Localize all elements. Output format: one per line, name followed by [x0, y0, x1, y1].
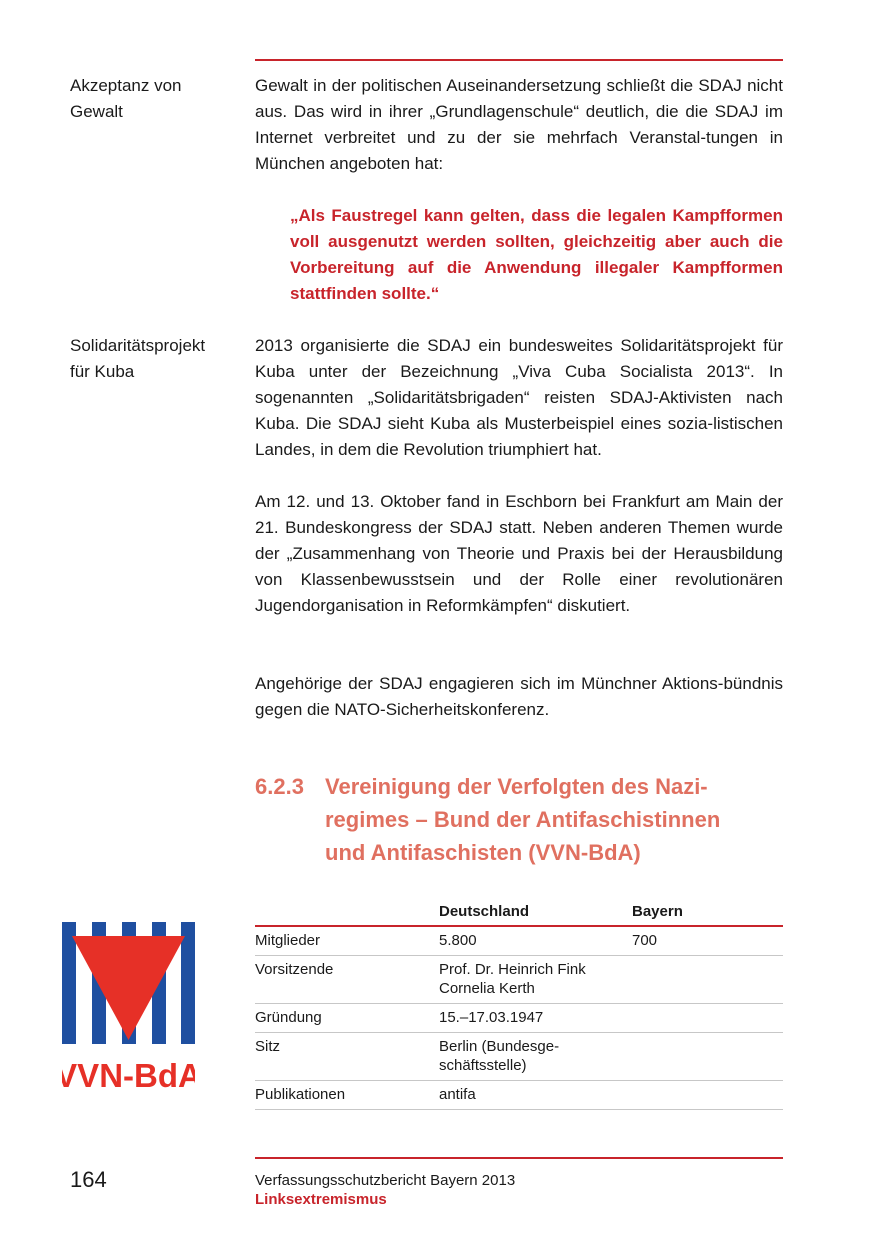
table-row	[255, 1081, 783, 1110]
table-cell	[632, 1033, 783, 1081]
table-cell: Publikationen	[255, 1081, 439, 1110]
logo-text: VVN-BdA	[62, 1057, 195, 1094]
table-cell: Vorsitzende	[255, 956, 439, 1004]
footer-rule	[255, 1157, 783, 1159]
heading-number: 6.2.3	[255, 774, 304, 799]
table-cell	[632, 1004, 783, 1033]
table-row	[255, 956, 783, 1004]
paragraph-bundeskongress: Am 12. und 13. Oktober fand in Eschborn bei Frankfurt am Main der 21. Bundeskongress der SDAJ statt. Neben anderen Themen wurde der „Zusammenhang von Theorie und Praxis bei der Herausbildung von Klassenbewusstsein und der Rolle einer revolutionären Jugendorganisation in Reformkämpfen“ diskutiert.	[255, 492, 783, 615]
table-header: Deutschland	[439, 900, 632, 926]
table-header	[255, 900, 439, 926]
table-row	[255, 926, 783, 956]
table-cell: Gründung	[255, 1004, 439, 1033]
paragraph-kuba: 2013 organisierte die SDAJ ein bundesweites Solidaritätsprojekt für Kuba unter der Bezeichnung „Viva Cuba Socialista 2013“. In sogenannten „Solidaritätsbrigaden“ reisten SDAJ-Aktivisten nach Kuba. Die SDAJ sieht Kuba als Musterbeispiel eines sozia-listischen Landes, in dem die Revolution triumphiert hat.	[255, 336, 783, 459]
table-cell: 5.800	[439, 926, 632, 956]
table-cell: 700	[632, 926, 783, 956]
info-table	[255, 900, 783, 1110]
table-row	[255, 1004, 783, 1033]
table-cell: Sitz	[255, 1033, 439, 1081]
table-cell: antifa	[439, 1081, 632, 1110]
table-header-row	[255, 900, 783, 926]
quote-faustregel: „Als Faustregel kann gelten, dass die legalen Kampfformen voll ausgenutzt werden sollten, gleichzeitig aber auch die Vorbereitung auf die Anwendung illegaler Kampfformen stattfinden sollte.“	[290, 206, 783, 303]
paragraph-gewalt: Gewalt in der politischen Auseinandersetzung schließt die SDAJ nicht aus. Das wird in ihrer „Grundlagenschule“ deutlich, die die SDAJ im Internet verbreitet und zu der sie mehrfach Veranstal-tungen in München angeboten hat:	[255, 76, 783, 173]
table-cell: Berlin (Bundesge- schäftsstelle)	[439, 1033, 632, 1081]
table-cell: Mitglieder	[255, 926, 439, 956]
table-cell: Prof. Dr. Heinrich Fink Cornelia Kerth	[439, 956, 632, 1004]
footer-title: Verfassungsschutzbericht Bayern 2013	[255, 1172, 516, 1189]
table-row	[255, 1033, 783, 1081]
table-header: Bayern	[632, 900, 783, 926]
side-label-gewalt: Akzeptanz von Gewalt	[70, 76, 182, 121]
top-rule	[255, 59, 783, 61]
side-label-kuba: Solidaritätsprojekt für Kuba	[70, 336, 206, 381]
table-cell: 15.–17.03.1947	[439, 1004, 632, 1033]
page-number: 164	[70, 1167, 107, 1192]
vvn-bda-logo	[62, 922, 195, 1097]
paragraph-nato: Angehörige der SDAJ engagieren sich im Münchner Aktions-bündnis gegen die NATO-Sicherheitskonferenz.	[255, 674, 783, 719]
table-cell	[632, 956, 783, 1004]
heading-title: Vereinigung der Verfolgten des Nazi-regimes – Bund der Antifaschistinnen und Antifaschisten (VVN-BdA)	[325, 774, 721, 865]
footer-subtitle: Linksextremismus	[255, 1191, 387, 1208]
table-cell	[632, 1081, 783, 1110]
